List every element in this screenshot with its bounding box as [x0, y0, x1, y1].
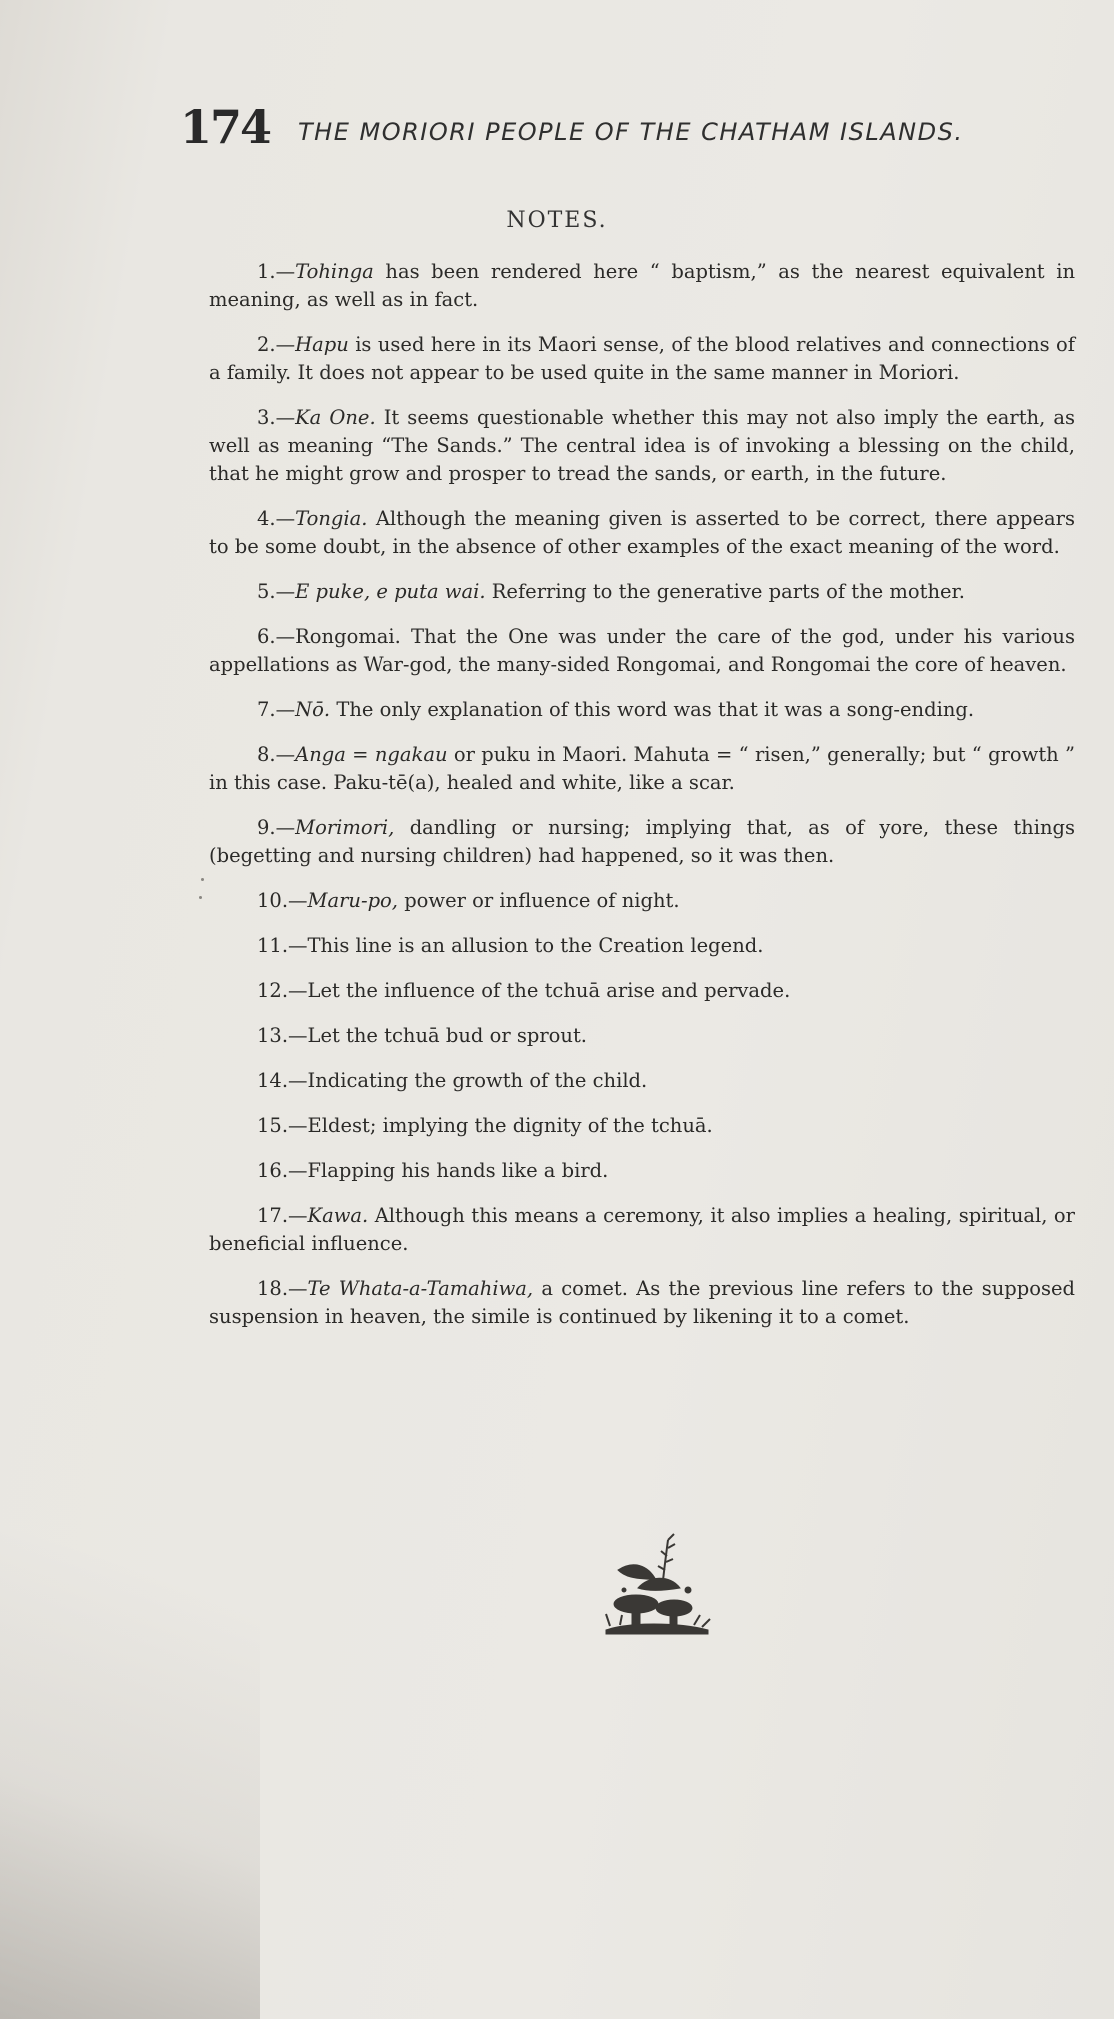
note-term: Hapu — [295, 333, 349, 356]
note-item — [209, 1112, 1075, 1140]
floral-vignette-icon — [598, 1530, 714, 1640]
note-text: power or influence of night. — [398, 889, 680, 912]
notes-list — [209, 258, 1075, 1348]
note-number: 5.— — [257, 580, 296, 603]
note-term: Morimori, — [295, 816, 395, 839]
note-term: Maru-po, — [307, 889, 398, 912]
speck — [201, 878, 204, 881]
note-item — [209, 887, 1075, 915]
note-item — [209, 741, 1075, 797]
note-item — [209, 623, 1075, 679]
running-title: THE MORIORI PEOPLE OF THE CHATHAM ISLANDS. — [298, 118, 964, 146]
note-number: 14.— — [257, 1069, 308, 1092]
note-number: 1.— — [257, 260, 296, 283]
note-number: 8.— — [257, 743, 296, 766]
note-text: a comet. As the previous line refers to the supposed suspension in heaven, the simile is continued by likening it to a comet. — [209, 1277, 1075, 1328]
note-number: 10.— — [257, 889, 308, 912]
note-number: 11.— — [257, 934, 308, 957]
note-term: Tohinga — [295, 260, 374, 283]
note-text: Eldest; implying the dignity of the tchuā. — [307, 1114, 713, 1137]
note-item — [209, 1067, 1075, 1095]
note-text: Flapping his hands like a bird. — [307, 1159, 609, 1182]
note-text: The only explanation of this word was that it was a song-ending. — [330, 698, 975, 721]
note-text: Let the influence of the tchuā arise and pervade. — [307, 979, 791, 1002]
note-text: or puku in Maori. Mahuta = “ risen,” generally; but “ growth ” in this case. Paku-tē(a), healed and white, like a scar. — [209, 743, 1076, 794]
note-item — [209, 331, 1075, 387]
note-item — [209, 578, 1075, 606]
note-text: It seems questionable whether this may not also imply the earth, as well as meaning “The Sands.” The central idea is of invoking a blessing on the child, that he might grow and prosper to tread the sands, or earth, in the future. — [209, 406, 1075, 485]
note-term: Nō. — [295, 698, 331, 721]
note-item — [209, 696, 1075, 724]
note-text: Let the tchuā bud or sprout. — [307, 1024, 587, 1047]
note-number: 17.— — [257, 1204, 308, 1227]
page-number: 174 — [180, 100, 271, 154]
note-text: Indicating the growth of the child. — [307, 1069, 648, 1092]
note-item — [209, 1275, 1075, 1331]
note-text: This line is an allusion to the Creation legend. — [307, 934, 764, 957]
note-text: dandling or nursing; implying that, as of yore, these things (begetting and nursing children) had happened, so it was then. — [209, 816, 1075, 867]
note-term: Tongia. — [295, 507, 368, 530]
note-item — [209, 932, 1075, 960]
note-item — [209, 505, 1075, 561]
note-term: Ka One. — [295, 406, 376, 429]
speck — [199, 896, 202, 899]
notes-heading: NOTES. — [506, 208, 608, 233]
note-number: 3.— — [257, 406, 296, 429]
note-number: 9.— — [257, 816, 296, 839]
note-number: 16.— — [257, 1159, 308, 1182]
note-number: 7.— — [257, 698, 296, 721]
note-number: 15.— — [257, 1114, 308, 1137]
note-text: Rongomai. That the One was under the care of the god, under his various appellations as War-god, the many-sided Rongomai, and Rongomai the core of heaven. — [209, 625, 1075, 676]
note-text: Although the meaning given is asserted to be correct, there appears to be some doubt, in the absence of other examples of the exact meaning of the word. — [209, 507, 1075, 558]
note-term: Te Whata-a-Tamahiwa, — [307, 1277, 534, 1300]
note-item — [209, 1022, 1075, 1050]
note-text: is used here in its Maori sense, of the blood relatives and connections of a family. It does not appear to be used quite in the same manner in Moriori. — [209, 333, 1075, 384]
note-item — [209, 1157, 1075, 1185]
note-item — [209, 814, 1075, 870]
note-term: Kawa. — [307, 1204, 369, 1227]
note-number: 2.— — [257, 333, 296, 356]
note-number: 4.— — [257, 507, 296, 530]
note-number: 13.— — [257, 1024, 308, 1047]
note-number: 6.— — [257, 625, 296, 648]
page-shadow — [0, 1400, 260, 2019]
note-term: Anga = ngakau — [295, 743, 448, 766]
note-number: 12.— — [257, 979, 308, 1002]
note-text: Although this means a ceremony, it also implies a healing, spiritual, or beneficial influence. — [209, 1204, 1075, 1255]
note-number: 18.— — [257, 1277, 308, 1300]
page-header — [180, 100, 1040, 160]
note-text: Referring to the generative parts of the mother. — [485, 580, 965, 603]
note-item — [209, 258, 1075, 314]
note-text: has been rendered here “ baptism,” as the nearest equivalent in meaning, as well as in fact. — [209, 260, 1075, 311]
note-item — [209, 977, 1075, 1005]
note-item — [209, 404, 1075, 488]
note-item — [209, 1202, 1075, 1258]
note-term: E puke, e puta wai. — [295, 580, 486, 603]
